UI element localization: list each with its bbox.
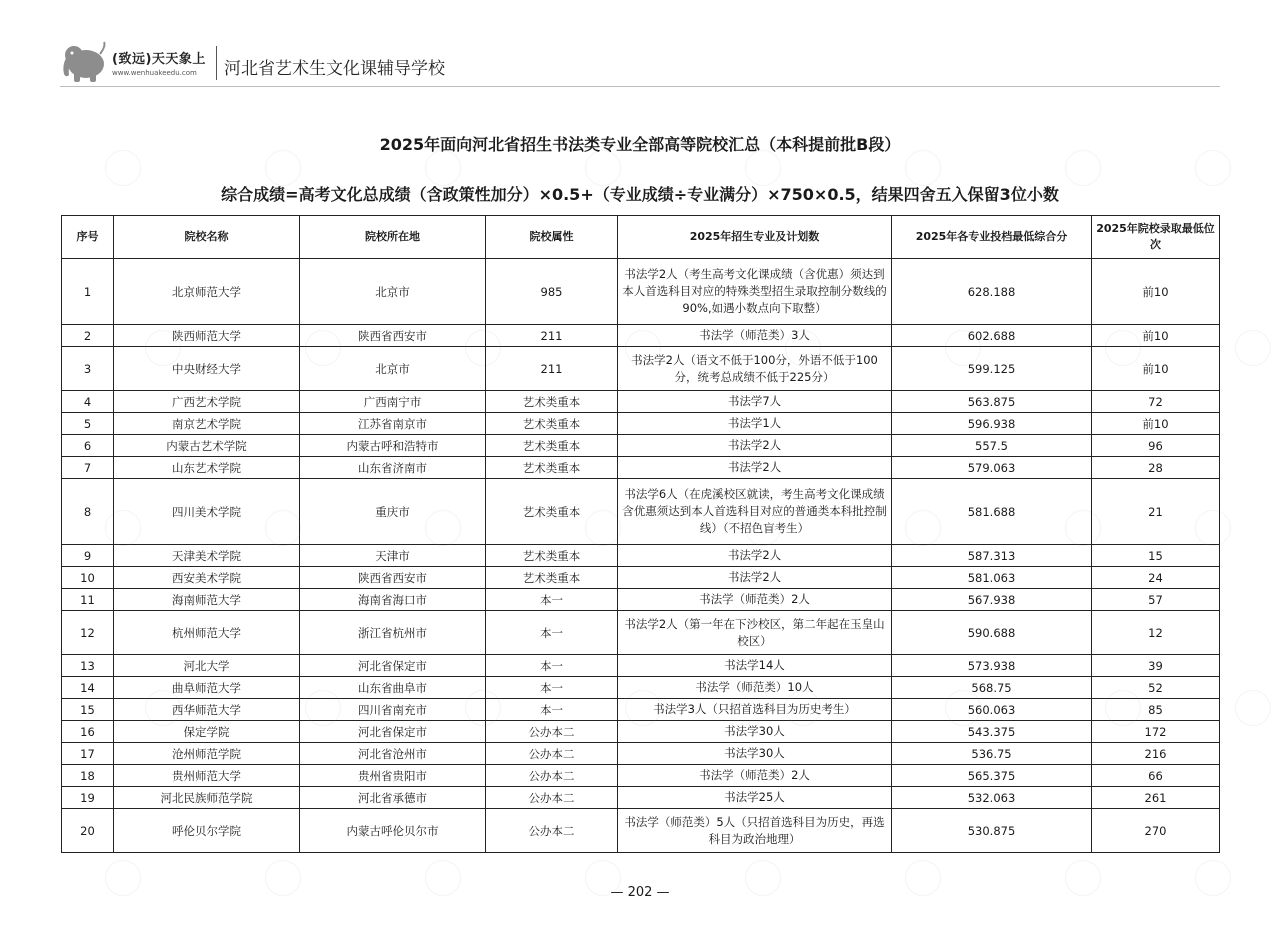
table-row: [62, 589, 1220, 611]
elephant-logo-icon: [60, 40, 110, 84]
cell-min-score: 568.75: [892, 677, 1092, 699]
cell-location: 陕西省西安市: [300, 567, 486, 589]
cell-min-rank: 216: [1092, 743, 1220, 765]
col-header-index: 序号: [62, 216, 114, 259]
cell-plan: 书法学30人: [618, 721, 892, 743]
cell-location: 海南省海口市: [300, 589, 486, 611]
cell-min-score: 581.688: [892, 479, 1092, 545]
cell-location: 内蒙古呼伦贝尔市: [300, 809, 486, 853]
cell-location: 山东省济南市: [300, 457, 486, 479]
cell-school: 杭州师范大学: [114, 611, 300, 655]
page-header: [60, 40, 1220, 86]
watermark-mark: [1228, 323, 1279, 374]
cell-type: 艺术类重本: [486, 413, 618, 435]
cell-min-rank: 85: [1092, 699, 1220, 721]
col-header-type: 院校属性: [486, 216, 618, 259]
brand-url: www.wenhuakeedu.com: [112, 69, 197, 77]
cell-location: 四川省南充市: [300, 699, 486, 721]
cell-min-score: 532.063: [892, 787, 1092, 809]
cell-school: 天津美术学院: [114, 545, 300, 567]
cell-index: 12: [62, 611, 114, 655]
col-header-school: 院校名称: [114, 216, 300, 259]
cell-location: 天津市: [300, 545, 486, 567]
cell-location: 北京市: [300, 259, 486, 325]
cell-plan: 书法学6人（在虎溪校区就读，考生高考文化课成绩含优惠须达到本人首选科目对应的普通类本科批控制线）（不招色盲考生）: [618, 479, 892, 545]
cell-school: 四川美术学院: [114, 479, 300, 545]
cell-school: 陕西师范大学: [114, 325, 300, 347]
cell-min-score: 557.5: [892, 435, 1092, 457]
cell-school: 南京艺术学院: [114, 413, 300, 435]
cell-type: 211: [486, 325, 618, 347]
cell-min-rank: 270: [1092, 809, 1220, 853]
cell-school: 北京师范大学: [114, 259, 300, 325]
cell-min-score: 573.938: [892, 655, 1092, 677]
cell-plan: 书法学2人: [618, 457, 892, 479]
cell-school: 西安美术学院: [114, 567, 300, 589]
cell-min-score: 581.063: [892, 567, 1092, 589]
cell-location: 北京市: [300, 347, 486, 391]
cell-type: 公办本二: [486, 743, 618, 765]
cell-plan: 书法学1人: [618, 413, 892, 435]
cell-type: 艺术类重本: [486, 479, 618, 545]
cell-plan: 书法学30人: [618, 743, 892, 765]
cell-min-score: 579.063: [892, 457, 1092, 479]
cell-type: 艺术类重本: [486, 435, 618, 457]
cell-index: 13: [62, 655, 114, 677]
cell-min-rank: 261: [1092, 787, 1220, 809]
cell-school: 呼伦贝尔学院: [114, 809, 300, 853]
cell-min-score: 628.188: [892, 259, 1092, 325]
table-row: [62, 809, 1220, 853]
table-row: [62, 787, 1220, 809]
cell-school: 海南师范大学: [114, 589, 300, 611]
cell-type: 艺术类重本: [486, 545, 618, 567]
cell-plan: 书法学（师范类）3人: [618, 325, 892, 347]
table-row: [62, 743, 1220, 765]
cell-type: 公办本二: [486, 787, 618, 809]
cell-plan: 书法学（师范类）2人: [618, 589, 892, 611]
cell-type: 公办本二: [486, 765, 618, 787]
cell-plan: 书法学2人（第一年在下沙校区，第二年起在玉皇山校区）: [618, 611, 892, 655]
cell-location: 贵州省贵阳市: [300, 765, 486, 787]
cell-min-score: 560.063: [892, 699, 1092, 721]
cell-plan: 书法学7人: [618, 391, 892, 413]
cell-min-rank: 172: [1092, 721, 1220, 743]
cell-school: 河北大学: [114, 655, 300, 677]
cell-min-rank: 12: [1092, 611, 1220, 655]
cell-min-rank: 72: [1092, 391, 1220, 413]
cell-index: 6: [62, 435, 114, 457]
cell-min-rank: 96: [1092, 435, 1220, 457]
cell-min-score: 565.375: [892, 765, 1092, 787]
table-row: [62, 391, 1220, 413]
cell-location: 河北省保定市: [300, 655, 486, 677]
table-row: [62, 655, 1220, 677]
cell-location: 河北省承德市: [300, 787, 486, 809]
cell-index: 10: [62, 567, 114, 589]
cell-index: 11: [62, 589, 114, 611]
table-row: [62, 765, 1220, 787]
cell-type: 本一: [486, 611, 618, 655]
cell-plan: 书法学（师范类）10人: [618, 677, 892, 699]
col-header-min-rank: 2025年院校录取最低位次: [1092, 216, 1220, 259]
table-header-row: [62, 216, 1220, 259]
cell-min-score: 587.313: [892, 545, 1092, 567]
col-header-location: 院校所在地: [300, 216, 486, 259]
table-row: [62, 259, 1220, 325]
cell-index: 2: [62, 325, 114, 347]
table-row: [62, 677, 1220, 699]
cell-school: 曲阜师范大学: [114, 677, 300, 699]
table-row: [62, 457, 1220, 479]
cell-min-score: 602.688: [892, 325, 1092, 347]
cell-location: 重庆市: [300, 479, 486, 545]
cell-index: 3: [62, 347, 114, 391]
header-rule: [60, 86, 1220, 87]
cell-min-rank: 57: [1092, 589, 1220, 611]
cell-min-rank: 28: [1092, 457, 1220, 479]
table-row: [62, 435, 1220, 457]
cell-index: 15: [62, 699, 114, 721]
header-divider: [216, 46, 217, 80]
cell-min-rank: 前10: [1092, 347, 1220, 391]
cell-location: 广西南宁市: [300, 391, 486, 413]
cell-type: 公办本二: [486, 721, 618, 743]
cell-index: 8: [62, 479, 114, 545]
cell-plan: 书法学2人: [618, 435, 892, 457]
cell-plan: 书法学2人（语文不低于100分，外语不低于100分，统考总成绩不低于225分）: [618, 347, 892, 391]
cell-type: 艺术类重本: [486, 391, 618, 413]
cell-index: 1: [62, 259, 114, 325]
cell-min-rank: 52: [1092, 677, 1220, 699]
cell-index: 17: [62, 743, 114, 765]
cell-school: 西华师范大学: [114, 699, 300, 721]
cell-type: 本一: [486, 677, 618, 699]
table-row: [62, 413, 1220, 435]
cell-type: 985: [486, 259, 618, 325]
table-row: [62, 721, 1220, 743]
cell-plan: 书法学2人: [618, 567, 892, 589]
cell-min-rank: 21: [1092, 479, 1220, 545]
cell-index: 5: [62, 413, 114, 435]
cell-location: 河北省保定市: [300, 721, 486, 743]
cell-index: 9: [62, 545, 114, 567]
cell-min-score: 596.938: [892, 413, 1092, 435]
cell-location: 河北省沧州市: [300, 743, 486, 765]
cell-type: 艺术类重本: [486, 457, 618, 479]
cell-school: 河北民族师范学院: [114, 787, 300, 809]
cell-index: 16: [62, 721, 114, 743]
cell-min-score: 563.875: [892, 391, 1092, 413]
cell-min-rank: 15: [1092, 545, 1220, 567]
cell-index: 4: [62, 391, 114, 413]
cell-school: 保定学院: [114, 721, 300, 743]
table-row: [62, 611, 1220, 655]
page-number: — 202 —: [610, 885, 670, 900]
col-header-min-score: 2025年各专业投档最低综合分: [892, 216, 1092, 259]
score-formula: 综合成绩=高考文化总成绩（含政策性加分）×0.5+（专业成绩÷专业满分）×750×0.5，结果四舍五入保留3位小数: [221, 185, 1059, 204]
cell-plan: 书法学2人（考生高考文化课成绩（含优惠）须达到本人首选科目对应的特殊类型招生录取控制分数线的90%,如遇小数点向下取整）: [618, 259, 892, 325]
cell-school: 中央财经大学: [114, 347, 300, 391]
page-title: 2025年面向河北省招生书法类专业全部高等院校汇总（本科提前批B段）: [379, 135, 901, 154]
cell-school: 山东艺术学院: [114, 457, 300, 479]
cell-type: 公办本二: [486, 809, 618, 853]
watermark-mark: [1228, 683, 1279, 734]
col-header-plan: 2025年招生专业及计划数: [618, 216, 892, 259]
cell-location: 浙江省杭州市: [300, 611, 486, 655]
table-row: [62, 347, 1220, 391]
cell-location: 山东省曲阜市: [300, 677, 486, 699]
cell-min-rank: 前10: [1092, 413, 1220, 435]
table-row: [62, 545, 1220, 567]
cell-school: 贵州师范大学: [114, 765, 300, 787]
table-row: [62, 479, 1220, 545]
cell-type: 本一: [486, 699, 618, 721]
cell-school: 沧州师范学院: [114, 743, 300, 765]
cell-location: 江苏省南京市: [300, 413, 486, 435]
cell-location: 陕西省西安市: [300, 325, 486, 347]
cell-min-rank: 前10: [1092, 325, 1220, 347]
cell-school: 内蒙古艺术学院: [114, 435, 300, 457]
cell-plan: 书法学（师范类）5人（只招首选科目为历史，再选科目为政治地理）: [618, 809, 892, 853]
cell-index: 18: [62, 765, 114, 787]
table-row: [62, 325, 1220, 347]
brand-name: (致远)天天象上: [112, 52, 206, 67]
cell-index: 14: [62, 677, 114, 699]
cell-type: 艺术类重本: [486, 567, 618, 589]
cell-min-rank: 24: [1092, 567, 1220, 589]
cell-location: 内蒙古呼和浩特市: [300, 435, 486, 457]
cell-plan: 书法学3人（只招首选科目为历史考生）: [618, 699, 892, 721]
cell-min-rank: 前10: [1092, 259, 1220, 325]
cell-index: 19: [62, 787, 114, 809]
cell-type: 211: [486, 347, 618, 391]
cell-min-rank: 66: [1092, 765, 1220, 787]
cell-min-score: 590.688: [892, 611, 1092, 655]
cell-index: 7: [62, 457, 114, 479]
cell-min-score: 530.875: [892, 809, 1092, 853]
school-name: 河北省艺术生文化课辅导学校: [224, 59, 445, 79]
schools-table: [61, 215, 1220, 853]
cell-plan: 书法学25人: [618, 787, 892, 809]
cell-type: 本一: [486, 589, 618, 611]
cell-min-score: 536.75: [892, 743, 1092, 765]
table-row: [62, 567, 1220, 589]
cell-min-score: 599.125: [892, 347, 1092, 391]
cell-plan: 书法学（师范类）2人: [618, 765, 892, 787]
cell-index: 20: [62, 809, 114, 853]
table-row: [62, 699, 1220, 721]
cell-type: 本一: [486, 655, 618, 677]
cell-plan: 书法学14人: [618, 655, 892, 677]
cell-plan: 书法学2人: [618, 545, 892, 567]
cell-min-score: 543.375: [892, 721, 1092, 743]
cell-min-score: 567.938: [892, 589, 1092, 611]
cell-min-rank: 39: [1092, 655, 1220, 677]
cell-school: 广西艺术学院: [114, 391, 300, 413]
